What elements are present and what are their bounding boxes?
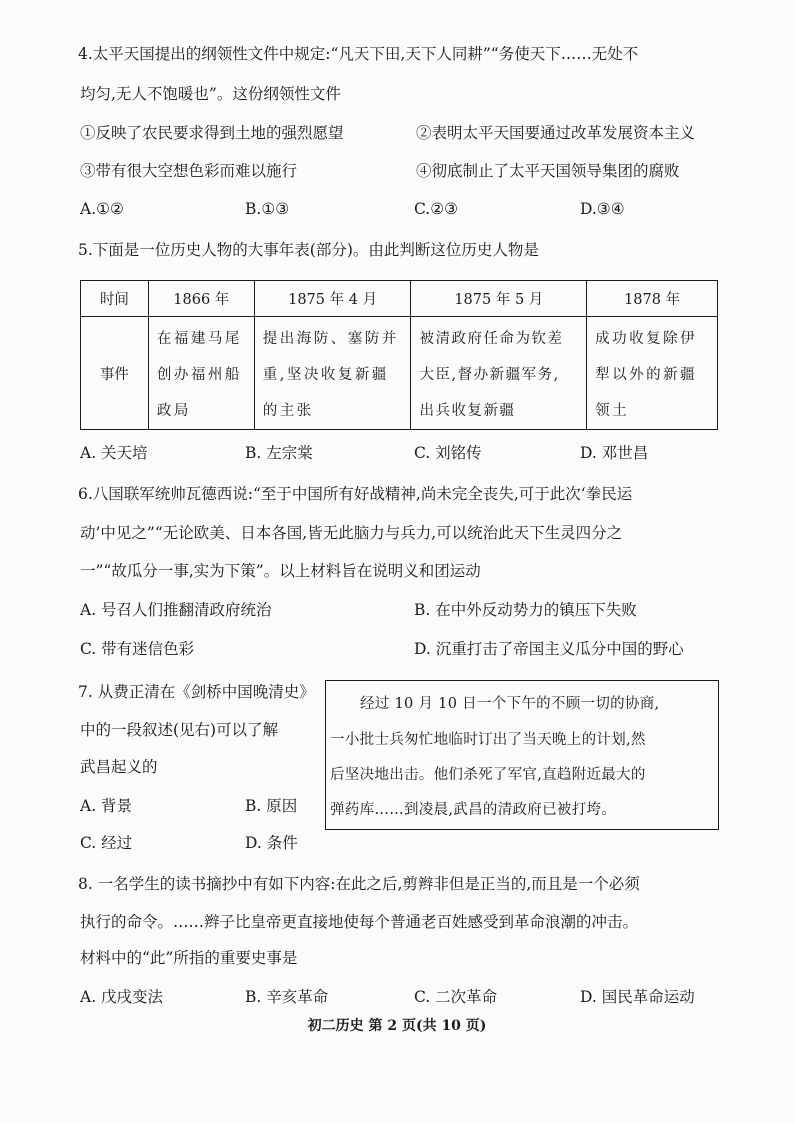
q8-option-c: C. 二次革命 (414, 988, 498, 1006)
quote-line: 弹药库……到凌晨,武昌的清政府已被打垮。 (330, 802, 617, 818)
q5-option-a: A. 关天培 (80, 444, 148, 462)
q4-statement-3: ③带有很大空想色彩而难以施行 (80, 162, 298, 180)
event-line: 出兵收复新疆 (419, 403, 516, 419)
q4-stem-line1: 4.太平天国提出的纲领性文件中规定:“凡天下田,天下人同耕”“务使天下……无处不 (78, 45, 639, 63)
event-line: 领土 (595, 403, 630, 419)
q5-option-b: B. 左宗棠 (245, 444, 313, 462)
event-line: 创办福州船 (156, 367, 242, 383)
q4-statement-1: ①反映了农民要求得到土地的强烈愿望 (80, 124, 344, 142)
event-line: 政局 (156, 403, 191, 419)
q7-stem-line2: 中的一段叙述(见右)可以了解 (80, 721, 279, 739)
quote-line: 后坚决地出击。他们杀死了军官,直趋附近最大的 (330, 767, 646, 783)
quote-line: 经过 10 月 10 日一个下午的不顾一切的协商, (360, 696, 660, 712)
event-line: 犁以外的新疆 (595, 367, 698, 383)
q6-option-c: C. 带有迷信色彩 (80, 640, 195, 658)
q6-option-a: A. 号召人们推翻清政府统治 (80, 601, 272, 619)
q8-option-b: B. 辛亥革命 (245, 988, 329, 1006)
event-line: 提出海防、塞防并 (262, 331, 399, 347)
q4-statement-2: ②表明太平天国要通过改革发展资本主义 (416, 124, 696, 142)
table-cell-event-4 (587, 317, 718, 430)
q7-quote-box (325, 680, 719, 830)
q4-option-c: C.②③ (414, 200, 459, 218)
table-row-event (81, 317, 718, 430)
q6-stem-line3: 一”“故瓜分一事,实为下策”。以上材料旨在说明义和团运动 (80, 562, 481, 580)
table-cell-time-4: 1878 年 (587, 281, 718, 317)
q5-option-d: D. 邓世昌 (580, 444, 649, 462)
q4-option-b: B.①③ (245, 200, 290, 218)
event-line: 在福建马尾 (156, 331, 242, 347)
event-line: 成功收复除伊 (595, 331, 698, 347)
table-cell-time-2: 1875 年 4 月 (254, 281, 411, 317)
q4-stem-line2: 均匀,无人不饱暖也”。这份纲领性文件 (80, 85, 341, 103)
table-row-time (81, 281, 718, 317)
q8-stem-line3: 材料中的“此”所指的重要史事是 (80, 949, 298, 967)
table-header-event-label: 事件 (81, 317, 149, 430)
table-header-time-label: 时间 (81, 281, 149, 317)
q8-stem-line2: 执行的命令。……辫子比皇帝更直接地使每个普通老百姓感受到革命浪潮的冲击。 (80, 913, 639, 931)
table-cell-event-3 (411, 317, 587, 430)
q7-option-d: D. 条件 (245, 834, 298, 852)
q8-option-d: D. 国民革命运动 (580, 988, 695, 1006)
table-cell-time-1: 1866 年 (148, 281, 254, 317)
q7-stem-line1: 7. 从费正清在《剑桥中国晚清史》 (78, 683, 315, 701)
q7-option-a: A. 背景 (80, 797, 133, 815)
page-footer: 初二历史 第 2 页(共 10 页) (307, 1018, 487, 1034)
q4-statement-4: ④彻底制止了太平天国领导集团的腐败 (416, 162, 680, 180)
table-cell-event-2 (254, 317, 411, 430)
event-line: 被清政府任命为钦差 (419, 331, 564, 347)
event-line: 大臣,督办新疆军务, (419, 367, 560, 383)
table-cell-event-1 (148, 317, 254, 430)
q6-option-b: B. 在中外反动势力的镇压下失败 (414, 601, 637, 619)
q7-option-b: B. 原因 (245, 797, 298, 815)
q4-option-d: D.③④ (580, 200, 625, 218)
q6-stem-line2: 动’中见之”“无论欧美、日本各国,皆无此脑力与兵力,可以统治此天下生灵四分之 (80, 524, 623, 542)
q7-stem-line3: 武昌起义的 (80, 758, 158, 776)
q4-option-a: A.①② (80, 200, 124, 218)
quote-line: 一小批士兵匆忙地临时订出了当天晚上的计划,然 (330, 732, 646, 748)
q6-option-d: D. 沉重打击了帝国主义瓜分中国的野心 (414, 640, 684, 658)
q7-option-c: C. 经过 (80, 834, 133, 852)
q8-stem-line1: 8. 一名学生的读书摘抄中有如下内容:在此之后,剪辫非但是正当的,而且是一个必须 (78, 875, 640, 893)
q5-chronology-table (80, 280, 718, 430)
table-cell-time-3: 1875 年 5 月 (411, 281, 587, 317)
event-line: 重,坚决收复新疆 (262, 367, 389, 383)
event-line: 的主张 (262, 403, 314, 419)
q6-stem-line1: 6.八国联军统帅瓦德西说:“至于中国所有好战精神,尚未完全丧失,可于此次‘拳民运 (78, 485, 633, 503)
q5-option-c: C. 刘铭传 (414, 444, 482, 462)
q8-option-a: A. 戊戌变法 (80, 988, 164, 1006)
q5-stem: 5.下面是一位历史人物的大事年表(部分)。由此判断这位历史人物是 (78, 241, 539, 259)
